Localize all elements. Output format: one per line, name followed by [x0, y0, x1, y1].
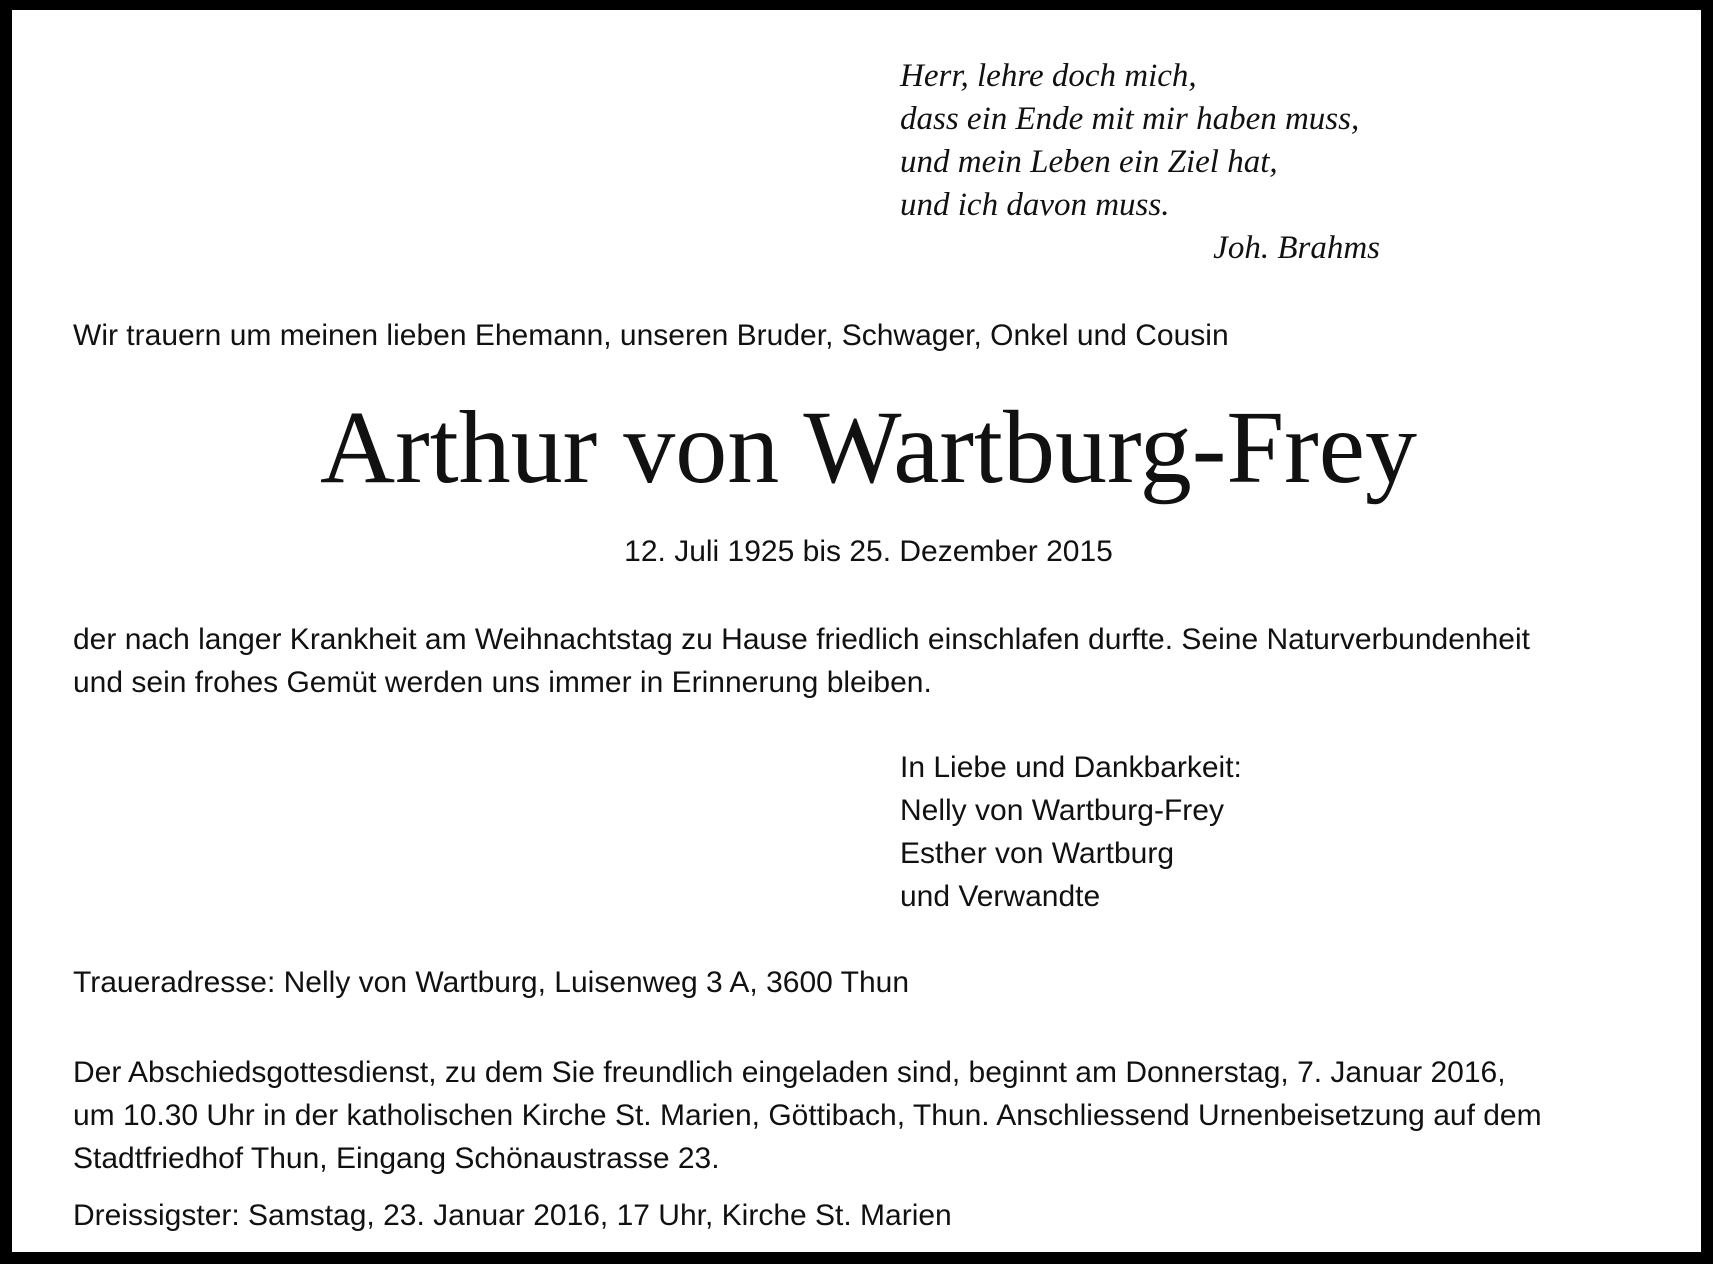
signer-name: und Verwandte: [900, 880, 1101, 913]
thirtieth-day-mass: Dreissigster: Samstag, 23. Januar 2016, 17 Uhr, Kirche St. Marien: [73, 1199, 952, 1232]
life-dates: 12. Juli 1925 bis 25. Dezember 2015: [624, 535, 1113, 568]
quote-author: Joh. Brahms: [1213, 230, 1380, 266]
service-line: um 10.30 Uhr in der katholischen Kirche St. Marien, Göttibach, Thun. Anschliessend Urnenbeisetzung auf dem: [73, 1099, 1542, 1132]
deceased-name: Arthur von Wartburg-Frey: [320, 390, 1417, 505]
signer-name: Nelly von Wartburg-Frey: [900, 794, 1224, 827]
mourning-address: Traueradresse: Nelly von Wartburg, Luisenweg 3 A, 3600 Thun: [73, 966, 910, 999]
tribute-line: der nach langer Krankheit am Weihnachtstag zu Hause friedlich einschlafen durfte. Seine Naturverbundenheit: [73, 623, 1530, 656]
quote-line: dass ein Ende mit mir haben muss,: [900, 101, 1360, 137]
signers-block: [900, 746, 1242, 918]
intro-text: Wir trauern um meinen lieben Ehemann, unseren Bruder, Schwager, Onkel und Cousin: [73, 319, 1229, 352]
signers-heading: In Liebe und Dankbarkeit:: [900, 751, 1242, 784]
quote-line: und mein Leben ein Ziel hat,: [900, 144, 1278, 180]
funeral-service-info: [73, 1051, 1542, 1180]
service-line: Der Abschiedsgottesdienst, zu dem Sie freundlich eingeladen sind, beginnt am Donnerstag, 7. Januar 2016,: [73, 1056, 1506, 1089]
quote-line: und ich davon muss.: [900, 187, 1170, 223]
quote-line: Herr, lehre doch mich,: [900, 58, 1197, 94]
epigraph-quote: [900, 55, 1380, 270]
tribute-paragraph: [73, 618, 1673, 704]
service-line: Stadtfriedhof Thun, Eingang Schönaustrasse 23.: [73, 1142, 720, 1175]
tribute-line: und sein frohes Gemüt werden uns immer in Erinnerung bleiben.: [73, 666, 932, 699]
signer-name: Esther von Wartburg: [900, 837, 1174, 870]
